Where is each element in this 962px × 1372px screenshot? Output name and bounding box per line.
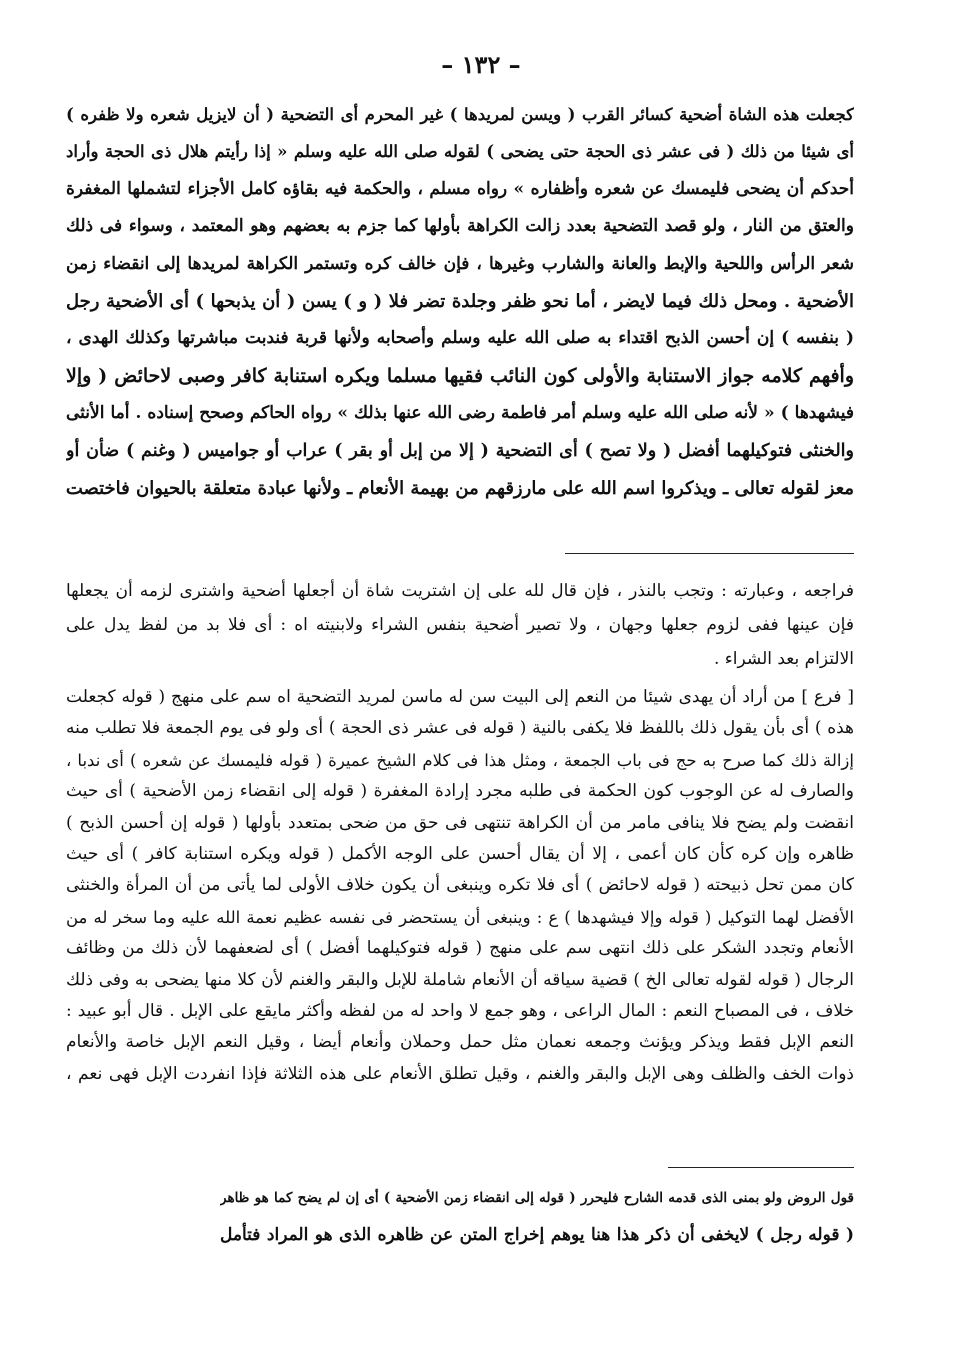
main-line: فيشهدها ) « لأنه صلى الله عليه وسلم أمر فاطمة رضى الله عنها بذلك » رواه الحاكم وصحح إسناده . أما الأنثى <box>66 403 854 424</box>
main-text <box>66 96 854 507</box>
footnote-line: والصارف له عن الوجوب كون الحكمة فى طلبه مجرد إرادة المغفرة ( قوله إلى انقضاء زمن الأضحية ) أى حيث <box>66 781 854 802</box>
main-line: والعتق من النار ، ولو قصد التضحية بعدد زالت الكراهة بأولها كما جزم به بعضهم وهو المعتمد ، وسواء فى ذلك <box>66 216 854 237</box>
main-line: كجعلت هذه الشاة أضحية كسائر القرب ( ويسن لمريدها ) غير المحرم أى التضحية ( أن لايزيل شعره ولا ظفره ) <box>66 105 854 124</box>
footnote-line: الرجال ( قوله لقوله تعالى الخ ) قضية سياقه أن الأنعام شاملة للإبل والبقر والغنم لأن كلا منها يضحى به وفى ذلك <box>66 969 854 990</box>
main-line: والخنثى فتوكيلهما أفضل ( ولا تصح ) أى التضحية ( إلا من إبل أو بقر ) عراب أو جواميس ( وغنم ) ضأن أو <box>66 440 854 461</box>
footnote-line: كان ممن تحل ذبيحته ( قوله لاحائض ) أى فلا تكره وينبغى أن يكون خلاف الأولى لما يأتى من أن المرأة والخنثى <box>66 875 854 896</box>
page-number: – ١٣٢ – <box>441 50 521 79</box>
footnote-line: ظاهره وإن كره كأن كان أعمى ، إلا أن يقال أحسن على الوجه الأكمل ( قوله ويكره استنابة كافر ) أى حيث <box>66 843 854 864</box>
footnote-line: خلاف ، فى المصباح النعم : المال الراعى ، وهو جمع لا واحد له من لفظه وأكثر مايقع على الإبل . قال أبو عبيد : <box>66 1000 854 1021</box>
footnote-second <box>66 682 854 1090</box>
footnote-line: الالتزام بعد الشراء . <box>714 649 854 669</box>
footnote-line: ذوات الخف والظلف وهى الإبل والبقر والغنم ، وقيل تطلق الأنعام على هذه الثلاثة فإذا انفردت الإبل فهى نعم ، <box>66 1063 854 1084</box>
footnote-line: [ فرع ] من أراد أن يهدى شيئا من النعم إلى البيت سن له ماسن لمريد التضحية اه سم على منهج ( قوله كجعلت <box>66 687 854 707</box>
footnote-divider <box>668 1167 854 1168</box>
main-line: شعر الرأس واللحية والإبط والعانة والشارب وغيرها ، فإن خالف كره وتستمر الكراهة لمريدها إلى انقضاء زمن <box>66 253 854 274</box>
footnote-line: الأفضل لهما التوكيل ( قوله وإلا فيشهدها ) ع : وينبغى أن يستحضر فى نفسه عظيم نعمة الله عليه وما سخر له من <box>66 907 854 927</box>
footnote-line: هذه ) أى بأن يقول ذلك باللفظ فلا يكفى بالنية ( قوله فى عشر ذى الحجة ) أى ولو فى يوم الجمعة فلا تطلب منه <box>66 718 854 739</box>
main-line: أحدكم أن يضحى فليمسك عن شعره وأظفاره » رواه مسلم ، والحكمة فيه بقاؤه كامل الأجزاء لتشملها المغفرة <box>66 178 854 199</box>
footnote-line: إزالة ذلك كما صرح به حج فى باب الجمعة ، ومثل هذا فى كلام الشيخ عميرة ( قوله فليمسك عن شعره ) أى ندبا ، <box>66 750 854 770</box>
main-line: معز لقوله تعالى ـ ويذكروا اسم الله على مارزقهم من بهيمة الأنعام ـ ولأنها عبادة متعلقة بالحيوان فاختصت <box>66 477 854 499</box>
main-line: وأفهم كلامه جواز الاستنابة والأولى كون النائب فقيها مسلما ويكره استنابة كافر وصبى لاحائض ( وإلا <box>66 364 854 387</box>
main-line: ( بنفسه ) إن أحسن الذبح اقتداء به صلى الله عليه وسلم وأصحابه ولأنها قربة فندبت مباشرتها وكذلك الهدى ، <box>66 328 854 349</box>
footnote-third <box>220 1180 854 1254</box>
footnote-line: انقضت ولم يضح فلا ينافى مامر من أن الكراهة تنتهى فى حق من ضحى بمتعدد بأولها ( قوله إن أحسن الذبح ) <box>66 812 854 833</box>
main-line: الأضحية . ومحل ذلك فيما لايضر ، أما نحو ظفر وجلدة تضر فلا ( و ) يسن ( أن يذبحها ) أى الأضحية رجل <box>66 290 854 312</box>
footnote-line: قول الروض ولو بمنى الذى قدمه الشارح فليحرر ( قوله إلى انقضاء زمن الأضحية ) أى إن لم يضح كما هو ظاهر <box>220 1190 854 1206</box>
footnote-line: ( قوله رجل ) لايخفى أن ذكر هذا هنا يوهم إخراج المتن عن ظاهره الذى هو المراد فتأمل <box>220 1225 854 1245</box>
main-line: أى شيئا من ذلك ( فى عشر ذى الحجة حتى يضحى ) لقوله صلى الله عليه وسلم « إذا رأيتم هلال ذى الحجة وأراد <box>66 142 854 162</box>
footnote-line: النعم الإبل فقط ويذكر ويؤنث وجمعه نعمان مثل حمل وحملان وأنعام أيضا ، وقيل النعم الإبل خاصة والأنعام <box>66 1032 854 1053</box>
footnote-line: فراجعه ، وعبارته : وتجب بالنذر ، فإن قال لله على إن اشتريت شاة أن أجعلها أضحية واشترى لزمه أن يجعلها <box>66 581 854 601</box>
footnote-first <box>66 574 854 676</box>
footnote-line: الأنعام وتجدد الشكر على ذلك انتهى سم على منهج ( قوله فتوكيلهما أفضل ) أى لضعفهما لأن ذلك من وظائف <box>66 938 854 959</box>
footnote-divider <box>565 553 854 554</box>
footnote-line: فإن عينها ففى لزوم جعلها وجهان ، ولا تصير أضحية بنفس الشراء ولابنيته اه : أى فلا بد من لفظ يدل على <box>66 615 854 635</box>
